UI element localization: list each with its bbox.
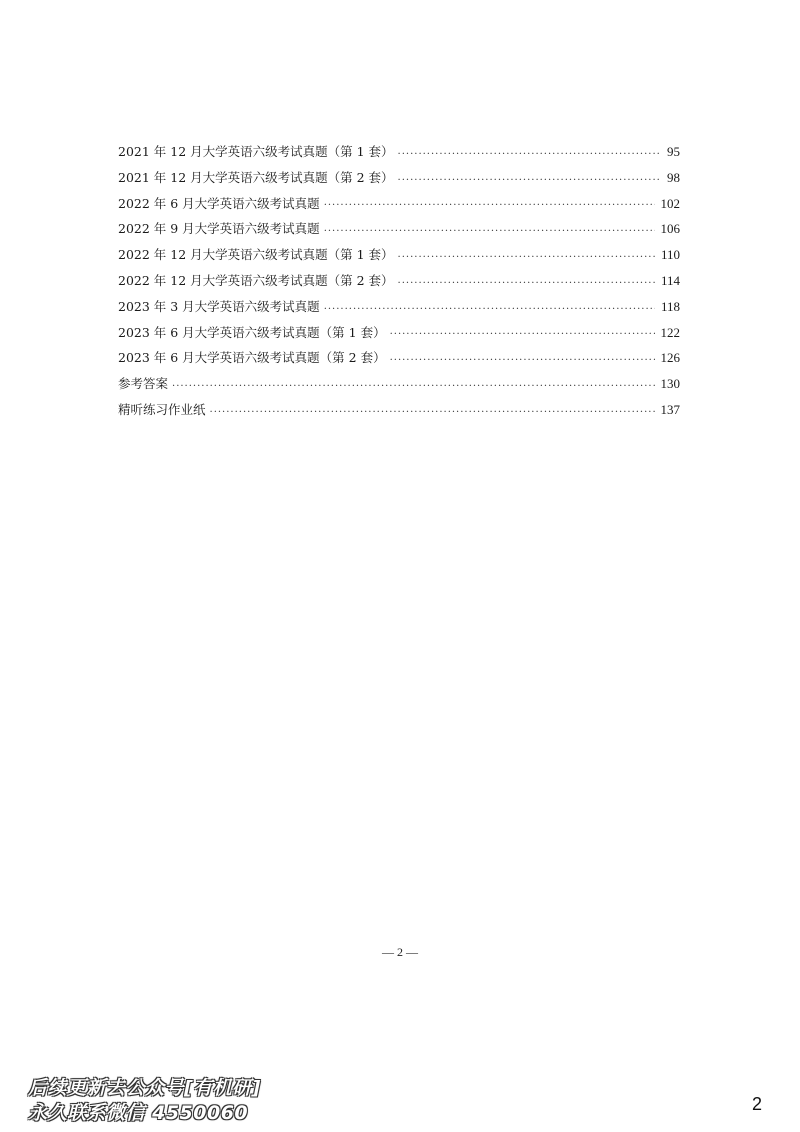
toc-entry[interactable] (118, 139, 680, 165)
toc-entry-title: 2022 年 6 月大学英语六级考试真题 (118, 195, 320, 211)
toc-entry-title: 2023 年 6 月大学英语六级考试真题（第 1 套） (118, 324, 386, 340)
toc-entry[interactable] (118, 242, 680, 268)
dot-leader (390, 351, 655, 365)
toc-entry[interactable] (118, 397, 680, 423)
toc-entry-title: 2023 年 3 月大学英语六级考试真题 (118, 298, 320, 314)
toc-entry-title: 精听练习作业纸 (118, 401, 206, 417)
toc-entry-page: 122 (660, 324, 680, 340)
toc-entry[interactable] (118, 191, 680, 217)
toc-entry-page: 106 (660, 221, 680, 237)
toc-entry-title: 2022 年 9 月大学英语六级考试真题 (118, 221, 320, 237)
toc-entry[interactable] (118, 216, 680, 242)
toc-entry-page: 102 (660, 195, 680, 211)
pdf-page-number: 2 (751, 1094, 762, 1114)
toc-entry[interactable] (118, 294, 680, 320)
dot-leader (398, 145, 661, 159)
toc-entry-title: 参考答案 (118, 376, 169, 392)
toc-entry[interactable] (118, 165, 680, 191)
toc-entry-page: 118 (660, 298, 680, 314)
toc-entry-title: 2021 年 12 月大学英语六级考试真题（第 2 套） (118, 169, 394, 185)
toc-entry-title: 2022 年 12 月大学英语六级考试真题（第 2 套） (118, 272, 394, 288)
watermark-line-1: 后续更新去公众号[有机研] (28, 1077, 261, 1099)
watermark-line-2: 永久联系微信 4550060 (28, 1102, 249, 1124)
toc-entry-page: 98 (667, 169, 680, 185)
dot-leader (324, 196, 655, 210)
dot-leader (390, 325, 655, 339)
toc-entry-page: 126 (660, 350, 680, 366)
toc-entry[interactable] (118, 320, 680, 346)
toc-entry[interactable] (118, 268, 680, 294)
dot-leader (210, 403, 655, 417)
toc-entry-page: 114 (660, 272, 680, 288)
dot-leader (398, 171, 661, 185)
dot-leader (324, 300, 655, 314)
toc-entry-page: 95 (667, 144, 680, 159)
toc-entry[interactable] (118, 371, 680, 397)
dot-leader (398, 248, 655, 262)
toc-entry-page: 110 (660, 247, 680, 263)
toc-entry[interactable] (118, 345, 680, 371)
toc-entry-page: 130 (660, 376, 680, 392)
watermark (28, 1076, 261, 1126)
page-footer-number: — 2 — (382, 945, 418, 959)
toc-entry-title: 2022 年 12 月大学英语六级考试真题（第 1 套） (118, 247, 394, 263)
dot-leader (324, 222, 655, 236)
toc-entry-page: 137 (660, 401, 680, 417)
toc-entry-title: 2021 年 12 月大学英语六级考试真题（第 1 套） (118, 144, 394, 159)
dot-leader (172, 377, 654, 391)
dot-leader (398, 274, 655, 288)
table-of-contents (118, 139, 680, 423)
toc-entry-title: 2023 年 6 月大学英语六级考试真题（第 2 套） (118, 350, 386, 366)
